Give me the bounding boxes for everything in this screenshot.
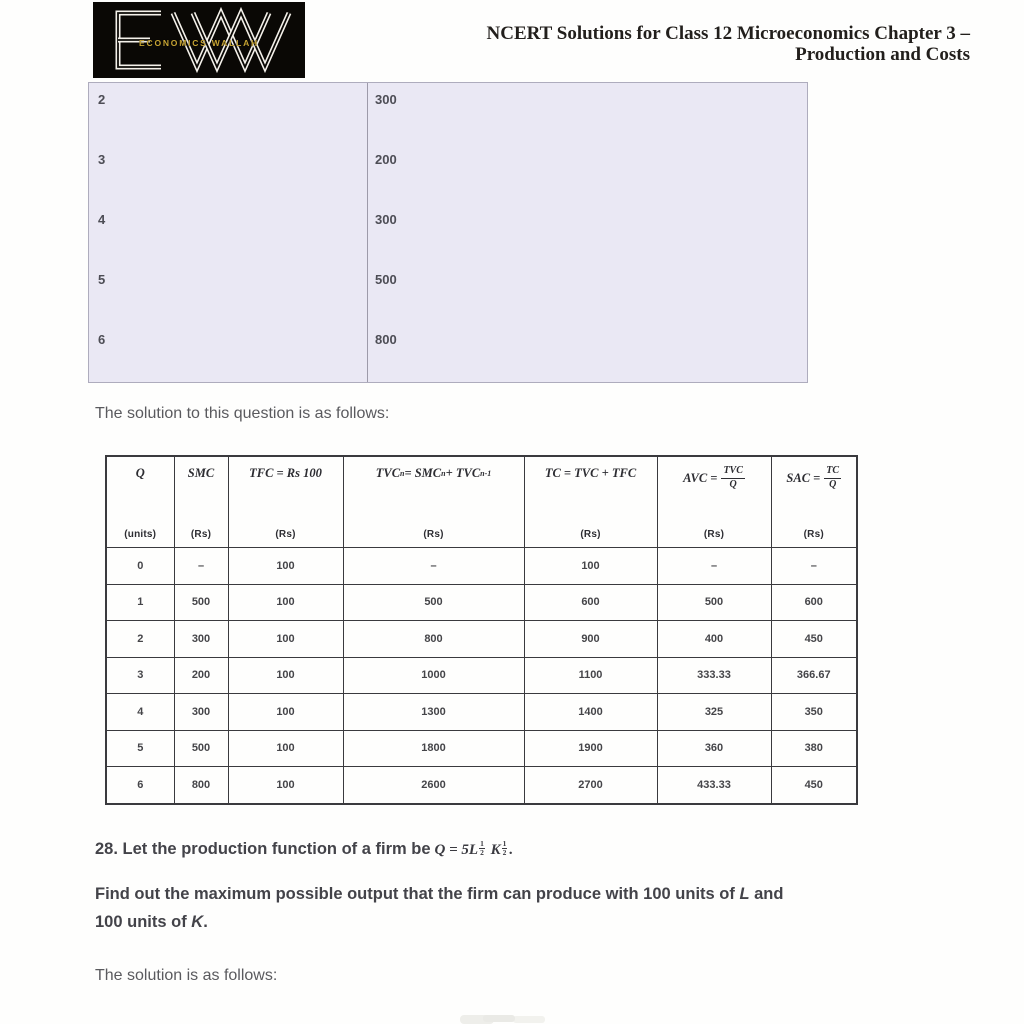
cell-q: 5 (106, 730, 174, 767)
cell-smc: 500 (174, 730, 228, 767)
col-header-avc: AVC = $\frac{\text{TVC}}{Q}$ (Rs) (657, 456, 771, 548)
cell-avc: 400 (657, 621, 771, 658)
cell-smc: 800 (174, 767, 228, 804)
cost-table-row (106, 694, 857, 731)
exponent-fraction: $\frac{1}{2}$ (502, 839, 507, 858)
question-28-heading (95, 840, 513, 866)
page-title-line2: Production and Costs (795, 43, 970, 65)
logo-brand-text: ECONOMICS WALLAH (139, 38, 259, 48)
cell-smc: 300 (174, 694, 228, 731)
cell-tc: 900 (524, 621, 657, 658)
cell-q: 4 (106, 694, 174, 731)
cell-smc: – (174, 548, 228, 585)
question-28-body (95, 881, 965, 936)
cell-sac: 380 (771, 730, 857, 767)
quantity-cell: 6 (98, 332, 106, 347)
value-cell: 300 (375, 92, 397, 107)
quantity-cell: 4 (98, 212, 106, 227)
cell-tfc: 100 (228, 584, 343, 621)
cell-tvc: 1000 (343, 657, 524, 694)
table-row (89, 143, 807, 203)
variable-K: K (191, 912, 204, 931)
cost-table-header (106, 456, 857, 548)
cell-q: 1 (106, 584, 174, 621)
question-28-prefix: 28. Let the production function of a firm be (95, 840, 431, 858)
solution-intro-text-2: The solution is as follows: (95, 967, 278, 984)
quantity-cost-table (88, 82, 808, 383)
exponent-fraction: $\frac{1}{2}$ (480, 839, 484, 858)
table-row (89, 263, 807, 323)
cost-table-row (106, 657, 857, 694)
cell-smc: 500 (174, 584, 228, 621)
question-line-1: Find out the maximum possible output that the firm can produce with 100 units of L and (95, 885, 784, 903)
col-header-tfc: TFC = Rs 100 (Rs) (228, 456, 343, 548)
value-cell: 500 (375, 272, 397, 287)
value-cell: 800 (375, 332, 397, 347)
cell-sac: 600 (771, 584, 857, 621)
cell-tc: 600 (524, 584, 657, 621)
cell-avc: 325 (657, 694, 771, 731)
solution-intro-text: The solution to this question is as follows: (95, 405, 390, 422)
avc-fraction: $\frac{\text{TVC}}{Q}$ (723, 465, 743, 490)
cost-table-row (106, 584, 857, 621)
cell-tvc: 800 (343, 621, 524, 658)
value-cell: 200 (375, 152, 397, 167)
cell-tfc: 100 (228, 621, 343, 658)
sac-fraction: $\frac{TC}{Q}$ (826, 465, 840, 490)
cell-tfc: 100 (228, 548, 343, 585)
col-header-smc: SMC (Rs) (174, 456, 228, 548)
value-cell: 300 (375, 212, 397, 227)
cell-tc: 2700 (524, 767, 657, 804)
cell-q: 6 (106, 767, 174, 804)
cell-q: 2 (106, 621, 174, 658)
cell-sac: 450 (771, 767, 857, 804)
cell-tvc: – (343, 548, 524, 585)
cell-tfc: 100 (228, 657, 343, 694)
cell-avc: 500 (657, 584, 771, 621)
page-artifact-smudge (483, 1015, 515, 1022)
economics-wallah-logo (93, 2, 305, 78)
table-row (89, 83, 807, 143)
cell-avc: 433.33 (657, 767, 771, 804)
cost-table-row (106, 767, 857, 804)
production-function-formula: Q = 5L $\frac{1}{2}$ K $\frac{1}{2}$ . (434, 839, 514, 858)
table-row (89, 203, 807, 263)
question-line-2: 100 units of K. (95, 912, 208, 931)
table-row (89, 323, 807, 383)
variable-L: L (739, 885, 750, 903)
col-header-q: Q (units) (106, 456, 174, 548)
cell-smc: 300 (174, 621, 228, 658)
table-column-divider (367, 83, 368, 382)
cost-table-body (106, 548, 857, 804)
cell-avc: – (657, 548, 771, 585)
cell-avc: 360 (657, 730, 771, 767)
cell-tvc: 2600 (343, 767, 524, 804)
cell-smc: 200 (174, 657, 228, 694)
cell-tvc: 1300 (343, 694, 524, 731)
cell-tvc: 1800 (343, 730, 524, 767)
cell-tc: 1100 (524, 657, 657, 694)
cell-sac: 450 (771, 621, 857, 658)
cost-table-row (106, 621, 857, 658)
cell-tc: 100 (524, 548, 657, 585)
cell-q: 0 (106, 548, 174, 585)
cost-table-row (106, 548, 857, 585)
cell-avc: 333.33 (657, 657, 771, 694)
page-title (487, 24, 971, 65)
cell-tvc: 500 (343, 584, 524, 621)
cell-sac: – (771, 548, 857, 585)
cell-sac: 366.67 (771, 657, 857, 694)
cost-schedule-table (105, 455, 858, 805)
cell-tfc: 100 (228, 694, 343, 731)
cost-table-row (106, 730, 857, 767)
cell-tfc: 100 (228, 767, 343, 804)
quantity-cell: 5 (98, 272, 106, 287)
col-header-tc: TC = TVC + TFC (Rs) (524, 456, 657, 548)
cell-tfc: 100 (228, 730, 343, 767)
col-header-sac: SAC = $\frac{TC}{Q}$ (Rs) (771, 456, 857, 548)
quantity-table-rows (89, 83, 807, 383)
cell-tc: 1900 (524, 730, 657, 767)
cell-sac: 350 (771, 694, 857, 731)
quantity-cell: 3 (98, 152, 106, 167)
quantity-cell: 2 (98, 92, 106, 107)
cell-tc: 1400 (524, 694, 657, 731)
col-header-tvc: TVC n = SMC n + TVC n-1 (Rs) (343, 456, 524, 548)
cell-q: 3 (106, 657, 174, 694)
page-title-line1: NCERT Solutions for Class 12 Microeconomics Chapter 3 – (486, 23, 970, 44)
